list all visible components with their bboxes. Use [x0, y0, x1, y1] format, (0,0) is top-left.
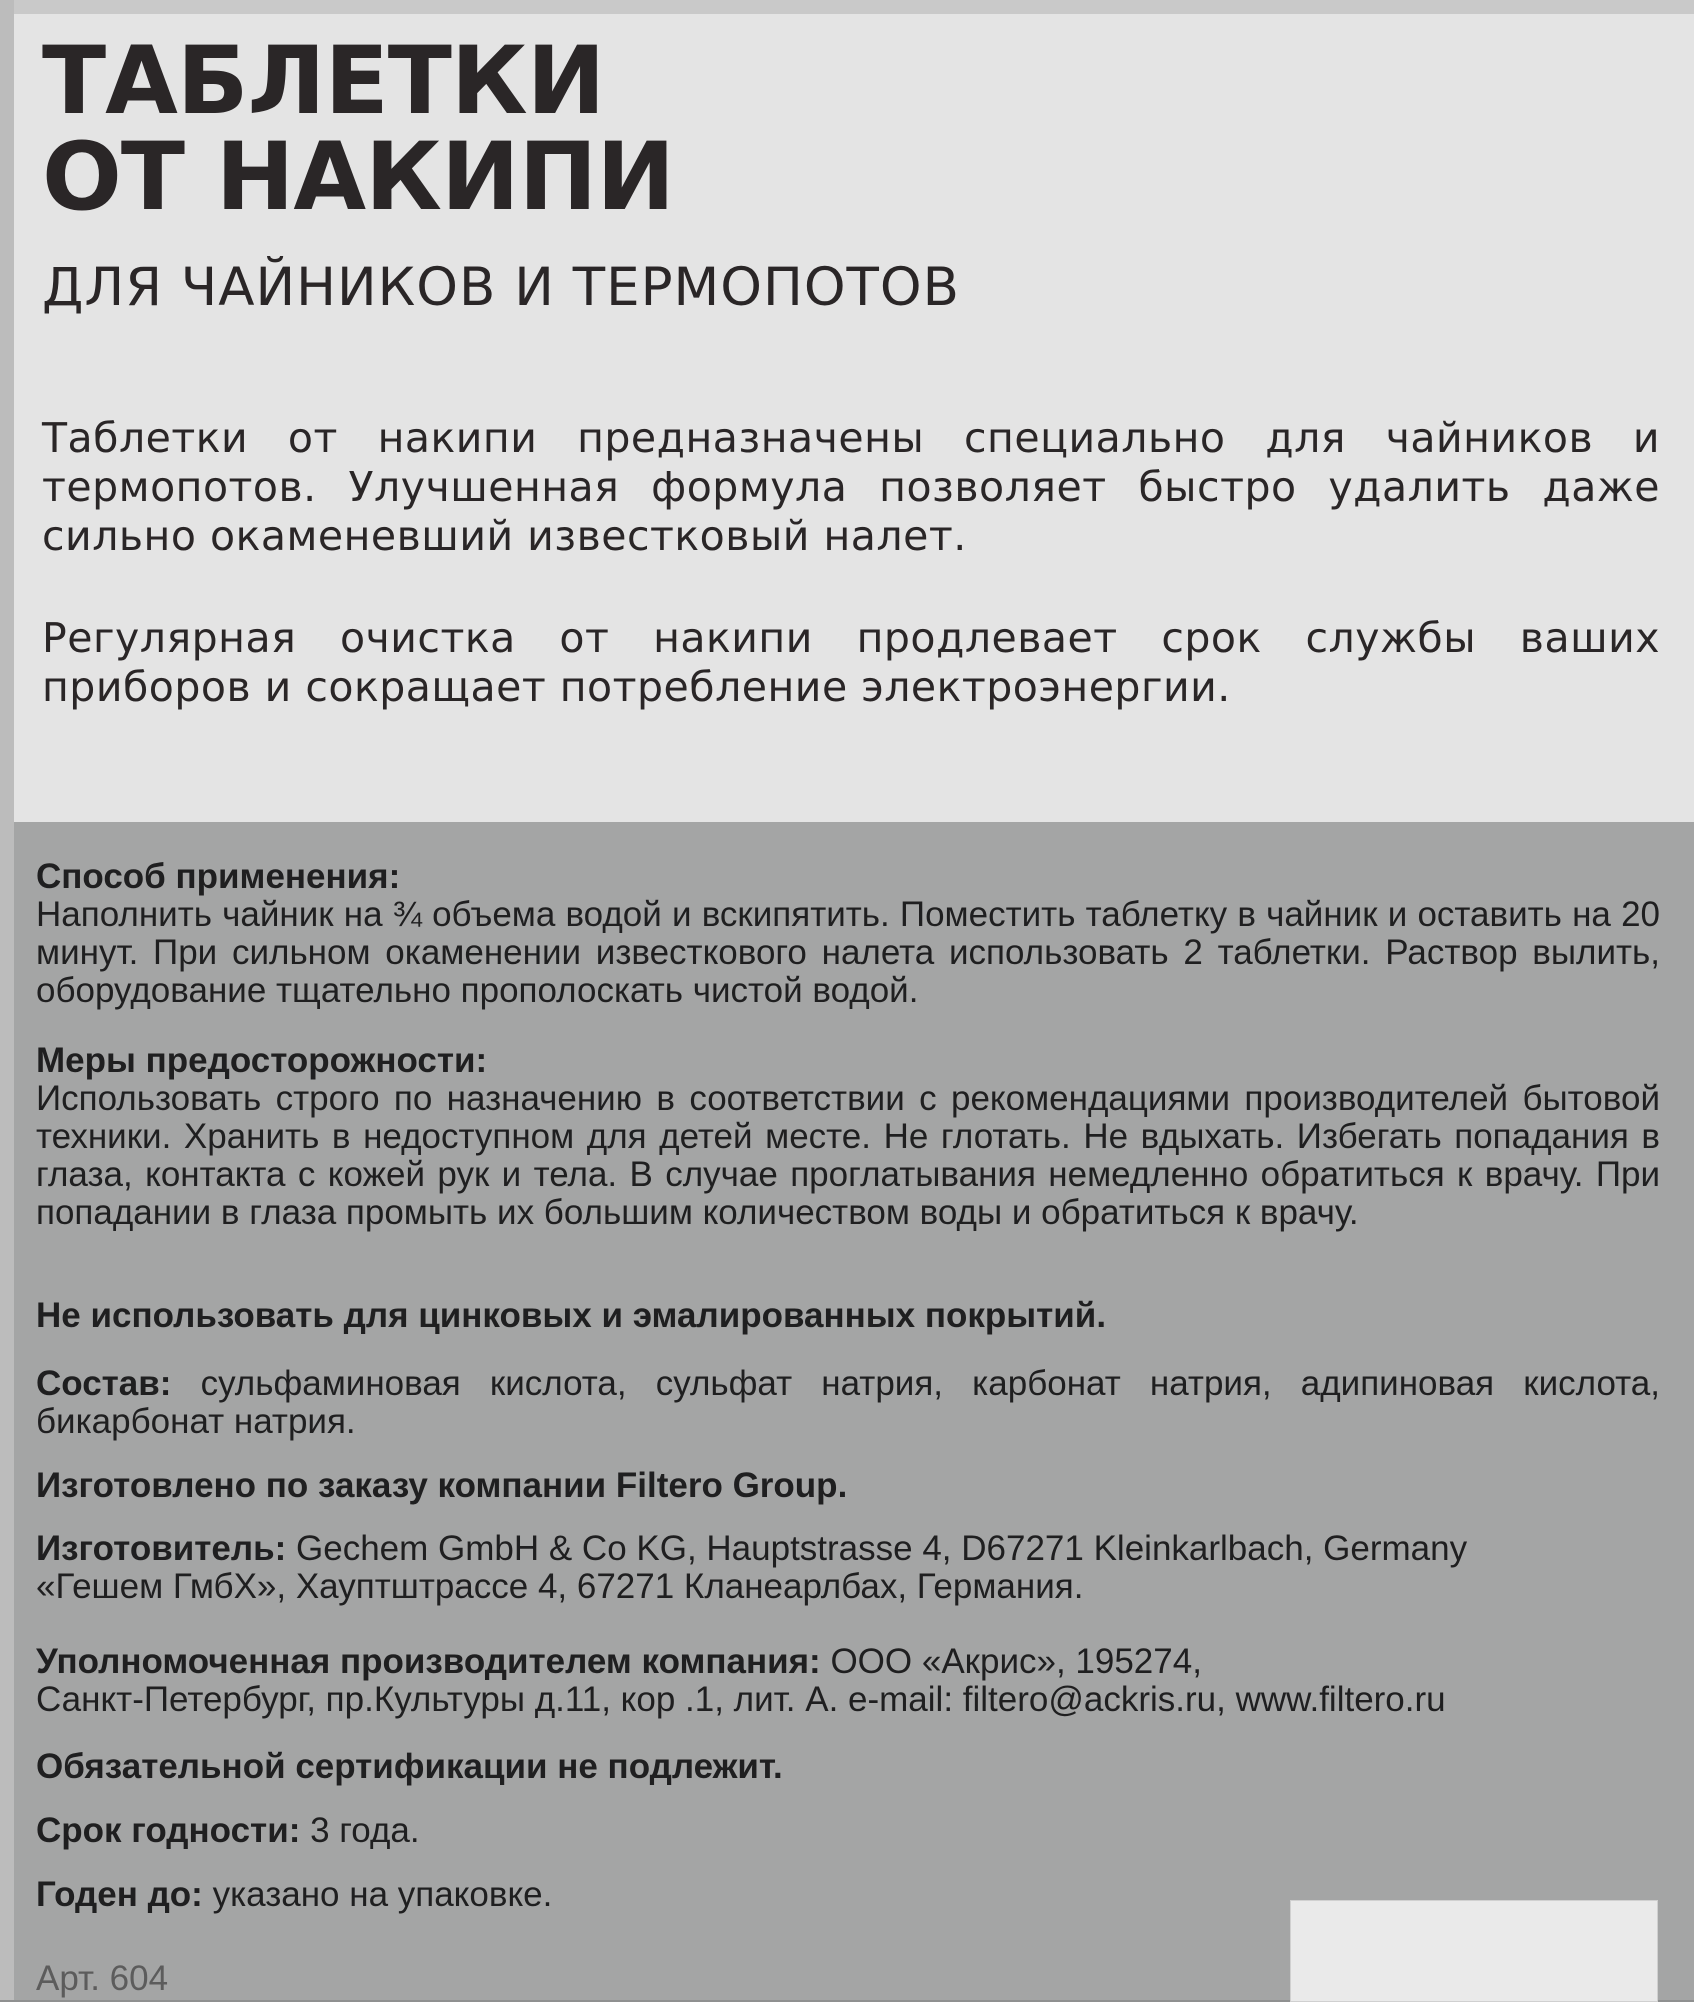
composition-section [36, 1365, 1660, 1441]
product-title [42, 27, 1242, 232]
top-edge [0, 0, 1694, 14]
title-line-1: ТАБЛЕТКИ [42, 27, 605, 136]
shelf-life [36, 1812, 1660, 1850]
manufacturer-line-2: «Гешем ГмбХ», Хауптштрассе 4, 67271 Кланеарлбах, Германия. [36, 1567, 1084, 1606]
best-before-label: Годен до: [36, 1875, 203, 1914]
intro-paragraph-2: Регулярная очистка от накипи продлевает срок службы ваших приборов и сокращает потребление электроэнергии. [42, 614, 1660, 711]
caution-text: Использовать строго по назначению в соответствии с рекомендациями производителей бытовой техники. Хранить в недоступном для детей месте. Не глотать. Не вдыхать. Избегать попадания в глаза, контакта с кожей рук и тела. В случае проглатывания немедленно обратиться к врачу. При попадании в глаза промыть их большим количеством воды и обратиться к врачу. [36, 1079, 1660, 1232]
ordered-by-note: Изготовлено по заказу компании Filtero Group. [36, 1466, 848, 1505]
representative-section [36, 1643, 1660, 1719]
shelf-life-label: Срок годности: [36, 1811, 301, 1850]
manufacturer-label: Изготовитель: [36, 1529, 287, 1568]
usage-label: Способ применения: [36, 857, 401, 896]
representative-line-1: ООО «Акрис», 195274, [830, 1642, 1202, 1681]
certification-note: Обязательной сертификации не подлежит. [36, 1747, 783, 1786]
coating-warning: Не использовать для цинковых и эмалированных покрытий. [36, 1296, 1107, 1335]
product-subtitle: ДЛЯ ЧАЙНИКОВ И ТЕРМОПОТОВ [42, 257, 961, 318]
caution-section [36, 1042, 1660, 1232]
intro-paragraph-1: Таблетки от накипи предназначены специально для чайников и термопотов. Улучшенная формула позволяет быстро удалить даже сильно окаменевший известковый налет. [42, 414, 1660, 560]
caution-label: Меры предосторожности: [36, 1041, 488, 1080]
representative-label: Уполномоченная производителем компания: [36, 1642, 821, 1681]
manufacturer-line-1: Gechem GmbH & Co KG, Hauptstrasse 4, D67271 Kleinkarlbach, Germany [296, 1529, 1468, 1568]
composition-label: Состав: [36, 1364, 172, 1403]
date-label-box [1290, 1900, 1658, 2002]
usage-text: Наполнить чайник на ¾ объема водой и вскипятить. Поместить таблетку в чайник и оставить на 20 минут. При сильном окаменении известкового налета использовать 2 таблетки. Раствор вылить, оборудование тщательно прополоскать чистой водой. [36, 895, 1660, 1010]
best-before-value: указано на упаковке. [212, 1875, 553, 1914]
usage-section [36, 858, 1660, 1010]
left-edge [0, 0, 14, 2000]
composition-text: сульфаминовая кислота, сульфат натрия, карбонат натрия, адипиновая кислота, бикарбонат натрия. [36, 1364, 1660, 1441]
manufacturer-section [36, 1530, 1660, 1606]
representative-line-2: Санкт-Петербург, пр.Культуры д.11, кор .1, лит. А. e-mail: filtero@ackris.ru, www.filtero.ru [36, 1680, 1446, 1719]
shelf-life-value: 3 года. [310, 1811, 420, 1850]
title-line-2: ОТ НАКИПИ [42, 123, 675, 232]
article-number: Арт. 604 [36, 1959, 169, 1998]
